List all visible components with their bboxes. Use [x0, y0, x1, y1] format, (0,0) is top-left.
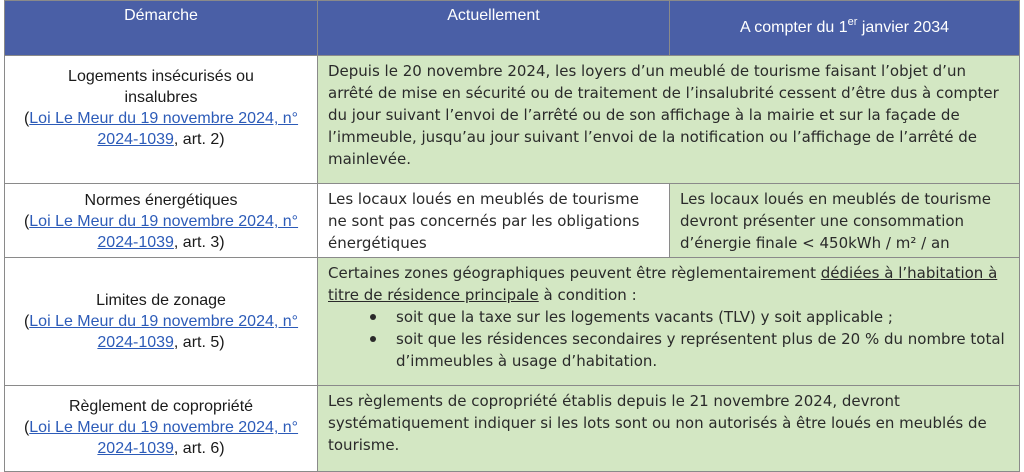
table-header-row	[5, 1, 1020, 56]
law-open-paren: (	[23, 110, 30, 127]
demarche-cell-zoning	[5, 258, 318, 386]
demarche-cell-co-ownership	[5, 386, 318, 472]
row-title: Limites de zonage	[96, 291, 226, 309]
row-title-line2: insalubres	[124, 89, 198, 106]
law-article: , art. 3)	[173, 234, 225, 251]
regulation-table-container	[4, 0, 1019, 472]
merged-rule-cell: Depuis le 20 novembre 2024, les loyers d’un meublé de tourisme faisant l’objet d’un arrêté de mise en sécurité ou de traitement de l’insalubrité cessent d’être dus à compter du jour suivant l’envoi de l’arrêté ou de son affichage à la mairie et sur la façade de l’immeuble, jusqu’au jour suivant l’envoi de la notification ou l’affichage de l’arrêté de mainlevée.	[318, 56, 1020, 184]
zoning-intro	[328, 262, 1009, 306]
row-title: Normes énergétiques	[84, 192, 238, 209]
header-from-2034-suffix: janvier 2034	[857, 19, 950, 36]
future-rule-cell: Les locaux loués en meublés de tourisme devront présenter une consommation d’énergie finale < 450kWh / m² / an	[670, 184, 1020, 258]
law-open-paren: (	[23, 213, 30, 230]
list-item: soit que les résidences secondaires y représentent plus de 20 % du nombre total d’immeubles à usage d’habitation.	[370, 328, 1009, 372]
law-article: , art. 6)	[173, 440, 225, 457]
law-reference	[11, 211, 311, 253]
law-article: , art. 5)	[173, 333, 225, 351]
header-from-2034-sup: er	[847, 15, 858, 28]
header-demarche: Démarche	[5, 1, 318, 56]
demarche-cell-energy-standards	[5, 184, 318, 258]
table-row	[5, 386, 1020, 472]
header-from-2034-prefix: A compter du 1	[739, 19, 848, 36]
merged-rule-cell: Les règlements de copropriété établis depuis le 21 novembre 2024, devront systématiquement indiquer si les lots sont ou non autorisés à être loués en meublés de tourisme.	[318, 386, 1020, 472]
list-item: soit que la taxe sur les logements vacants (TLV) y soit applicable ;	[370, 306, 1009, 328]
table-row	[5, 258, 1020, 386]
law-reference	[11, 311, 311, 353]
header-actuellement: Actuellement	[318, 1, 670, 56]
zoning-intro-underlined: dédiées à l’habitation à titre de résidence principale	[328, 264, 998, 304]
law-article: , art. 2)	[173, 131, 225, 148]
header-from-2034	[670, 1, 1020, 56]
law-reference	[11, 108, 311, 150]
zoning-intro-end: à condition :	[538, 286, 637, 304]
merged-rule-cell	[318, 258, 1020, 386]
law-link[interactable]: Loi Le Meur du 19 novembre 2024, n° 2024-1039	[29, 419, 299, 457]
regulation-table	[4, 0, 1020, 472]
law-reference	[11, 417, 311, 459]
law-link[interactable]: Loi Le Meur du 19 novembre 2024, n° 2024-1039	[29, 312, 299, 351]
zoning-intro-text: Certaines zones géographiques peuvent être règlementairement	[328, 264, 821, 282]
row-title: Logements insécurisés ou	[68, 68, 254, 85]
current-rule-cell: Les locaux loués en meublés de tourisme ne sont pas concernés par les obligations énergétiques	[318, 184, 670, 258]
table-row	[5, 56, 1020, 184]
law-link[interactable]: Loi Le Meur du 19 novembre 2024, n° 2024-1039	[29, 110, 299, 148]
law-link[interactable]: Loi Le Meur du 19 novembre 2024, n° 2024-1039	[29, 213, 299, 251]
table-row	[5, 184, 1020, 258]
zoning-conditions-list	[328, 306, 1009, 372]
law-open-paren: (	[23, 312, 30, 330]
row-title: Règlement de copropriété	[68, 398, 254, 415]
law-open-paren: (	[23, 419, 30, 436]
demarche-cell-insecure-housing	[5, 56, 318, 184]
